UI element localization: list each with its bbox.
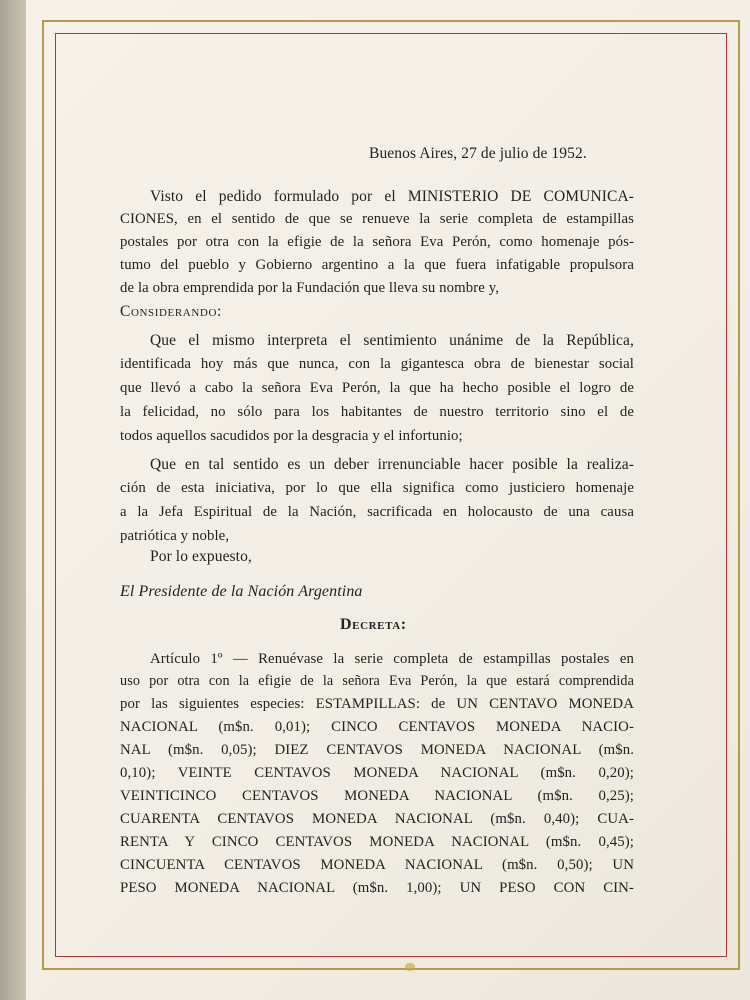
intro-line: tumo del pueblo y Gobierno argentino a la que fuera infatigable propulsora [120,257,634,273]
paragraph-line: Que el mismo interpreta el sentimiento unánime de la República, [150,332,634,349]
articulo-line: VEINTICINCO CENTAVOS MONEDA NACIONAL (m$n. 0,25); [120,788,634,804]
intro-line: CIONES, en el sentido de que se renueve la serie completa de estampillas [120,211,634,227]
paragraph-line: identificada hoy más que nunca, con la gigantesca obra de bienestar social [120,356,634,372]
paragraph-line: ción de esta iniciativa, por lo que ella significa como justiciero homenaje [120,480,634,496]
paragraph-line: Que en tal sentido es un deber irrenunciable hacer posible la realiza- [150,456,634,473]
paragraph-line: que llevó a cabo la señora Eva Perón, la que ha hecho posible el logro de [120,380,634,396]
page-shadow-edge [0,0,26,1000]
presidente-line: El Presidente de la Nación Argentina [120,583,363,600]
intro-line: de la obra emprendida por la Fundación que lleva su nombre y, [120,280,500,296]
articulo-line: 0,10); VEINTE CENTAVOS MONEDA NACIONAL (m$n. 0,20); [120,765,634,781]
intro-line: postales por otra con la efigie de la señora Eva Perón, como homenaje pós- [120,234,634,250]
articulo-line: PESO MONEDA NACIONAL (m$n. 1,00); UN PESO CON CIN- [120,880,634,896]
paragraph-line: patriótica y noble, [120,528,230,544]
articulo-line: CINCUENTA CENTAVOS MONEDA NACIONAL (m$n. 0,50); UN [120,857,634,873]
decree-text [26,0,750,1000]
considerando-heading: Considerando: [120,303,222,320]
articulo-line: RENTA Y CINCO CENTAVOS MONEDA NACIONAL (m$n. 0,45); [120,834,634,850]
articulo-line: CUARENTA CENTAVOS MONEDA NACIONAL (m$n. 0,40); CUA- [120,811,634,827]
articulo-line: NAL (m$n. 0,05); DIEZ CENTAVOS MONEDA NACIONAL (m$n. [120,742,634,758]
document-page [26,0,750,1000]
decreta-heading: Decreta: [340,616,407,633]
articulo-line: por las siguientes especies: ESTAMPILLAS: de UN CENTAVO MONEDA [120,696,634,712]
paragraph-line: la felicidad, no sólo para los habitantes de nuestro territorio sino el de [120,404,634,420]
paragraph-line: todos aquellos sacudidos por la desgracia y el infortunio; [120,428,463,444]
intro-line: Visto el pedido formulado por el MINISTERIO DE COMUNICA- [150,188,634,205]
articulo-line: uso por otra con la efigie de la señora Eva Perón, la que estará comprendida [120,673,634,689]
por-lo-expuesto: Por lo expuesto, [150,548,252,565]
articulo-line: NACIONAL (m$n. 0,01); CINCO CENTAVOS MONEDA NACIO- [120,719,634,735]
articulo-line: Artículo 1º — Renuévase la serie completa de estampillas postales en [150,651,634,667]
paragraph-line: a la Jefa Espiritual de la Nación, sacrificada en holocausto de una causa [120,504,634,520]
date-line: Buenos Aires, 27 de julio de 1952. [369,145,587,162]
